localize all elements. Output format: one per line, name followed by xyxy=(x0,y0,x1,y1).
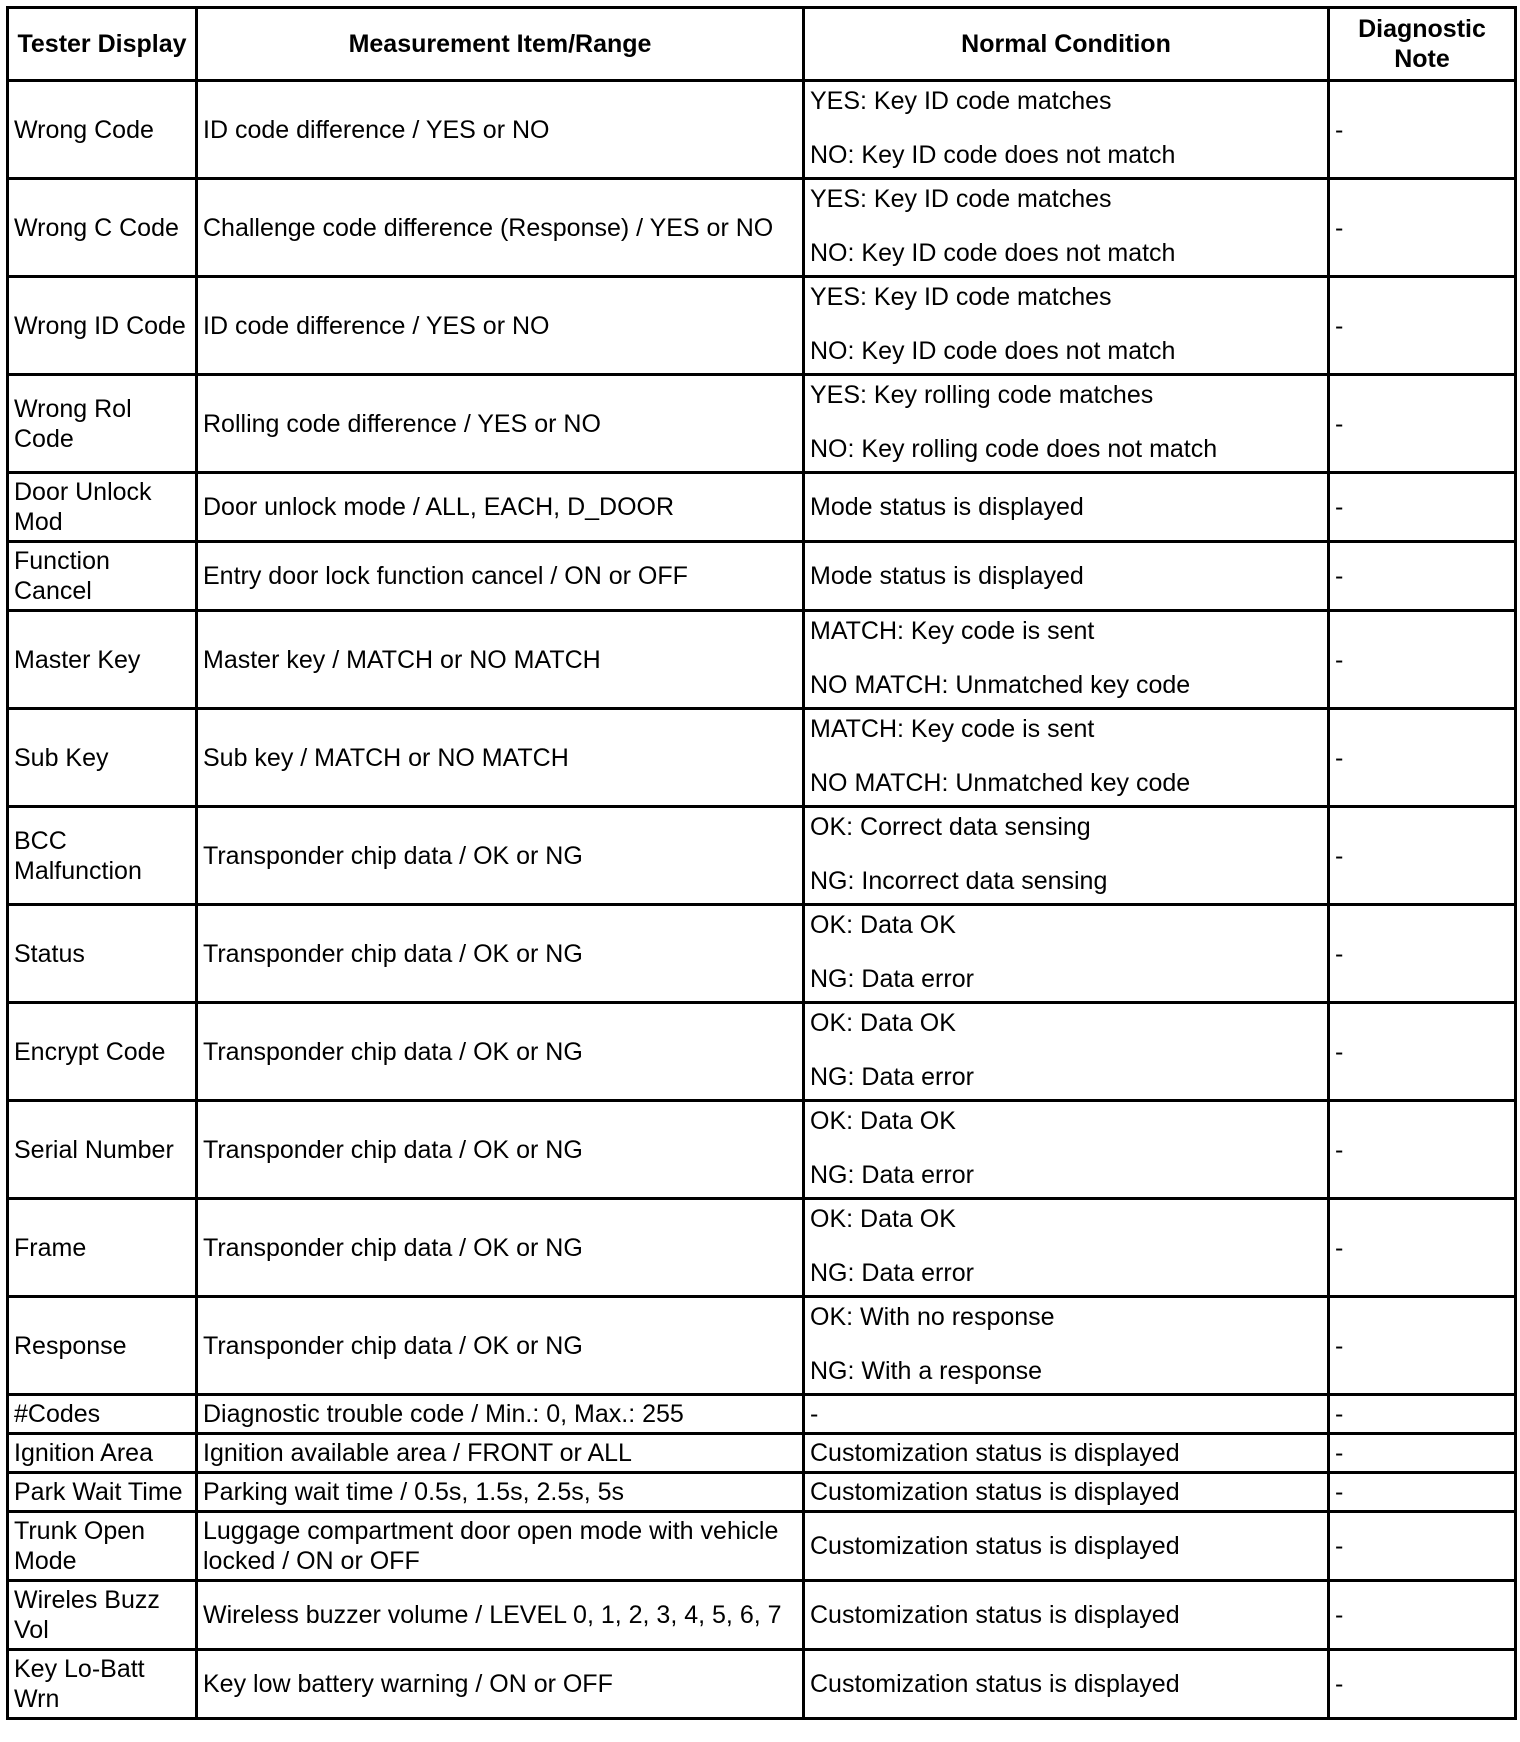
condition-line: NO: Key ID code does not match xyxy=(810,337,1176,365)
header-normal-condition: Normal Condition xyxy=(804,8,1329,81)
normal-condition-cell xyxy=(804,1003,1329,1101)
normal-condition-cell xyxy=(804,81,1329,179)
measurement-cell: Parking wait time / 0.5s, 1.5s, 2.5s, 5s xyxy=(197,1473,804,1512)
normal-condition-cell: Customization status is displayed xyxy=(804,1473,1329,1512)
measurement-cell: Transponder chip data / OK or NG xyxy=(197,905,804,1003)
normal-condition-cell xyxy=(804,1297,1329,1395)
tester-display-cell: Sub Key xyxy=(8,709,197,807)
diagnostic-note-cell: - xyxy=(1329,1581,1516,1650)
condition-line: OK: With no response xyxy=(810,1303,1055,1331)
table-row xyxy=(8,905,1516,1003)
measurement-cell: ID code difference / YES or NO xyxy=(197,277,804,375)
header-measurement: Measurement Item/Range xyxy=(197,8,804,81)
tester-display-cell: Wrong Rol Code xyxy=(8,375,197,473)
tester-display-cell: Frame xyxy=(8,1199,197,1297)
diagnostic-note-cell: - xyxy=(1329,905,1516,1003)
condition-line: NG: Incorrect data sensing xyxy=(810,867,1108,895)
table-row xyxy=(8,375,1516,473)
tester-display-cell: Wrong ID Code xyxy=(8,277,197,375)
tester-display-cell: Key Lo-Batt Wrn xyxy=(8,1650,197,1719)
measurement-cell: Sub key / MATCH or NO MATCH xyxy=(197,709,804,807)
diagnostic-note-cell: - xyxy=(1329,81,1516,179)
diagnostic-note-cell: - xyxy=(1329,1395,1516,1434)
condition-line: YES: Key rolling code matches xyxy=(810,381,1154,409)
table-row xyxy=(8,1650,1516,1719)
table-row xyxy=(8,473,1516,542)
tester-display-cell: Ignition Area xyxy=(8,1434,197,1473)
table-row xyxy=(8,1003,1516,1101)
measurement-cell: Master key / MATCH or NO MATCH xyxy=(197,611,804,709)
table-header-row xyxy=(8,8,1516,81)
normal-condition-cell xyxy=(804,277,1329,375)
table-row xyxy=(8,1395,1516,1434)
diagnostic-note-cell: - xyxy=(1329,709,1516,807)
diagnostic-note-cell: - xyxy=(1329,1101,1516,1199)
condition-line: NO MATCH: Unmatched key code xyxy=(810,769,1191,797)
condition-line: OK: Data OK xyxy=(810,911,956,939)
measurement-cell: Entry door lock function cancel / ON or OFF xyxy=(197,542,804,611)
condition-line: NG: Data error xyxy=(810,1161,974,1189)
diagnostic-note-cell: - xyxy=(1329,1199,1516,1297)
diagnostic-note-cell: - xyxy=(1329,1434,1516,1473)
condition-line: MATCH: Key code is sent xyxy=(810,715,1095,743)
measurement-cell: Door unlock mode / ALL, EACH, D_DOOR xyxy=(197,473,804,542)
measurement-cell: Rolling code difference / YES or NO xyxy=(197,375,804,473)
condition-line: OK: Data OK xyxy=(810,1009,956,1037)
header-tester-display: Tester Display xyxy=(8,8,197,81)
tester-display-cell: Wrong C Code xyxy=(8,179,197,277)
normal-condition-cell xyxy=(804,1101,1329,1199)
diagnostic-note-cell: - xyxy=(1329,1473,1516,1512)
normal-condition-cell: Mode status is displayed xyxy=(804,542,1329,611)
table-row xyxy=(8,709,1516,807)
diagnostic-note-cell: - xyxy=(1329,1297,1516,1395)
normal-condition-cell: - xyxy=(804,1395,1329,1434)
header-diagnostic-note: Diagnostic Note xyxy=(1329,8,1516,81)
tester-display-cell: Door Unlock Mod xyxy=(8,473,197,542)
tester-display-cell: Trunk Open Mode xyxy=(8,1512,197,1581)
table-row xyxy=(8,1199,1516,1297)
tester-display-cell: Wireles Buzz Vol xyxy=(8,1581,197,1650)
normal-condition-cell xyxy=(804,1199,1329,1297)
measurement-cell: Challenge code difference (Response) / YES or NO xyxy=(197,179,804,277)
normal-condition-cell xyxy=(804,375,1329,473)
table-row xyxy=(8,1434,1516,1473)
diagnostic-note-cell: - xyxy=(1329,473,1516,542)
normal-condition-cell: Customization status is displayed xyxy=(804,1512,1329,1581)
table-row xyxy=(8,1297,1516,1395)
tester-display-cell: Function Cancel xyxy=(8,542,197,611)
normal-condition-cell xyxy=(804,611,1329,709)
measurement-cell: ID code difference / YES or NO xyxy=(197,81,804,179)
normal-condition-cell xyxy=(804,905,1329,1003)
condition-line: NO MATCH: Unmatched key code xyxy=(810,671,1191,699)
measurement-cell: Diagnostic trouble code / Min.: 0, Max.: 255 xyxy=(197,1395,804,1434)
measurement-cell: Transponder chip data / OK or NG xyxy=(197,1101,804,1199)
normal-condition-cell xyxy=(804,807,1329,905)
measurement-cell: Transponder chip data / OK or NG xyxy=(197,807,804,905)
table-row xyxy=(8,179,1516,277)
condition-line: NO: Key rolling code does not match xyxy=(810,435,1218,463)
measurement-cell: Transponder chip data / OK or NG xyxy=(197,1003,804,1101)
diagnostic-note-cell: - xyxy=(1329,611,1516,709)
tester-display-cell: Encrypt Code xyxy=(8,1003,197,1101)
table-row xyxy=(8,81,1516,179)
condition-line: NG: Data error xyxy=(810,965,974,993)
condition-line: YES: Key ID code matches xyxy=(810,283,1112,311)
measurement-cell: Wireless buzzer volume / LEVEL 0, 1, 2, 3, 4, 5, 6, 7 xyxy=(197,1581,804,1650)
table-row xyxy=(8,542,1516,611)
tester-display-cell: BCC Malfunction xyxy=(8,807,197,905)
tester-display-cell: Serial Number xyxy=(8,1101,197,1199)
condition-line: MATCH: Key code is sent xyxy=(810,617,1095,645)
measurement-cell: Luggage compartment door open mode with vehicle locked / ON or OFF xyxy=(197,1512,804,1581)
table-row xyxy=(8,807,1516,905)
diagnostic-note-cell: - xyxy=(1329,807,1516,905)
normal-condition-cell: Mode status is displayed xyxy=(804,473,1329,542)
condition-line: NG: Data error xyxy=(810,1259,974,1287)
tester-display-cell: Status xyxy=(8,905,197,1003)
table-row xyxy=(8,1101,1516,1199)
table-row xyxy=(8,1581,1516,1650)
condition-line: NG: Data error xyxy=(810,1063,974,1091)
condition-line: OK: Correct data sensing xyxy=(810,813,1091,841)
table-row xyxy=(8,277,1516,375)
diagnostic-note-cell: - xyxy=(1329,277,1516,375)
tester-display-cell: #Codes xyxy=(8,1395,197,1434)
tester-display-cell: Master Key xyxy=(8,611,197,709)
normal-condition-cell xyxy=(804,709,1329,807)
diagnostic-note-cell: - xyxy=(1329,179,1516,277)
diagnostic-note-cell: - xyxy=(1329,375,1516,473)
diagnostic-note-cell: - xyxy=(1329,1650,1516,1719)
condition-line: NG: With a response xyxy=(810,1357,1043,1385)
normal-condition-cell xyxy=(804,179,1329,277)
measurement-cell: Transponder chip data / OK or NG xyxy=(197,1199,804,1297)
measurement-cell: Key low battery warning / ON or OFF xyxy=(197,1650,804,1719)
tester-display-cell: Park Wait Time xyxy=(8,1473,197,1512)
normal-condition-cell: Customization status is displayed xyxy=(804,1434,1329,1473)
condition-line: YES: Key ID code matches xyxy=(810,87,1112,115)
data-monitor-table xyxy=(6,6,1517,1720)
diagnostic-note-cell: - xyxy=(1329,1003,1516,1101)
condition-line: NO: Key ID code does not match xyxy=(810,239,1176,267)
table-row xyxy=(8,1473,1516,1512)
table-row xyxy=(8,611,1516,709)
table-row xyxy=(8,1512,1516,1581)
tester-display-cell: Response xyxy=(8,1297,197,1395)
normal-condition-cell: Customization status is displayed xyxy=(804,1581,1329,1650)
condition-line: OK: Data OK xyxy=(810,1107,956,1135)
measurement-cell: Ignition available area / FRONT or ALL xyxy=(197,1434,804,1473)
condition-line: YES: Key ID code matches xyxy=(810,185,1112,213)
measurement-cell: Transponder chip data / OK or NG xyxy=(197,1297,804,1395)
diagnostic-note-cell: - xyxy=(1329,542,1516,611)
diagnostic-note-cell: - xyxy=(1329,1512,1516,1581)
condition-line: NO: Key ID code does not match xyxy=(810,141,1176,169)
normal-condition-cell: Customization status is displayed xyxy=(804,1650,1329,1719)
condition-line: OK: Data OK xyxy=(810,1205,956,1233)
tester-display-cell: Wrong Code xyxy=(8,81,197,179)
